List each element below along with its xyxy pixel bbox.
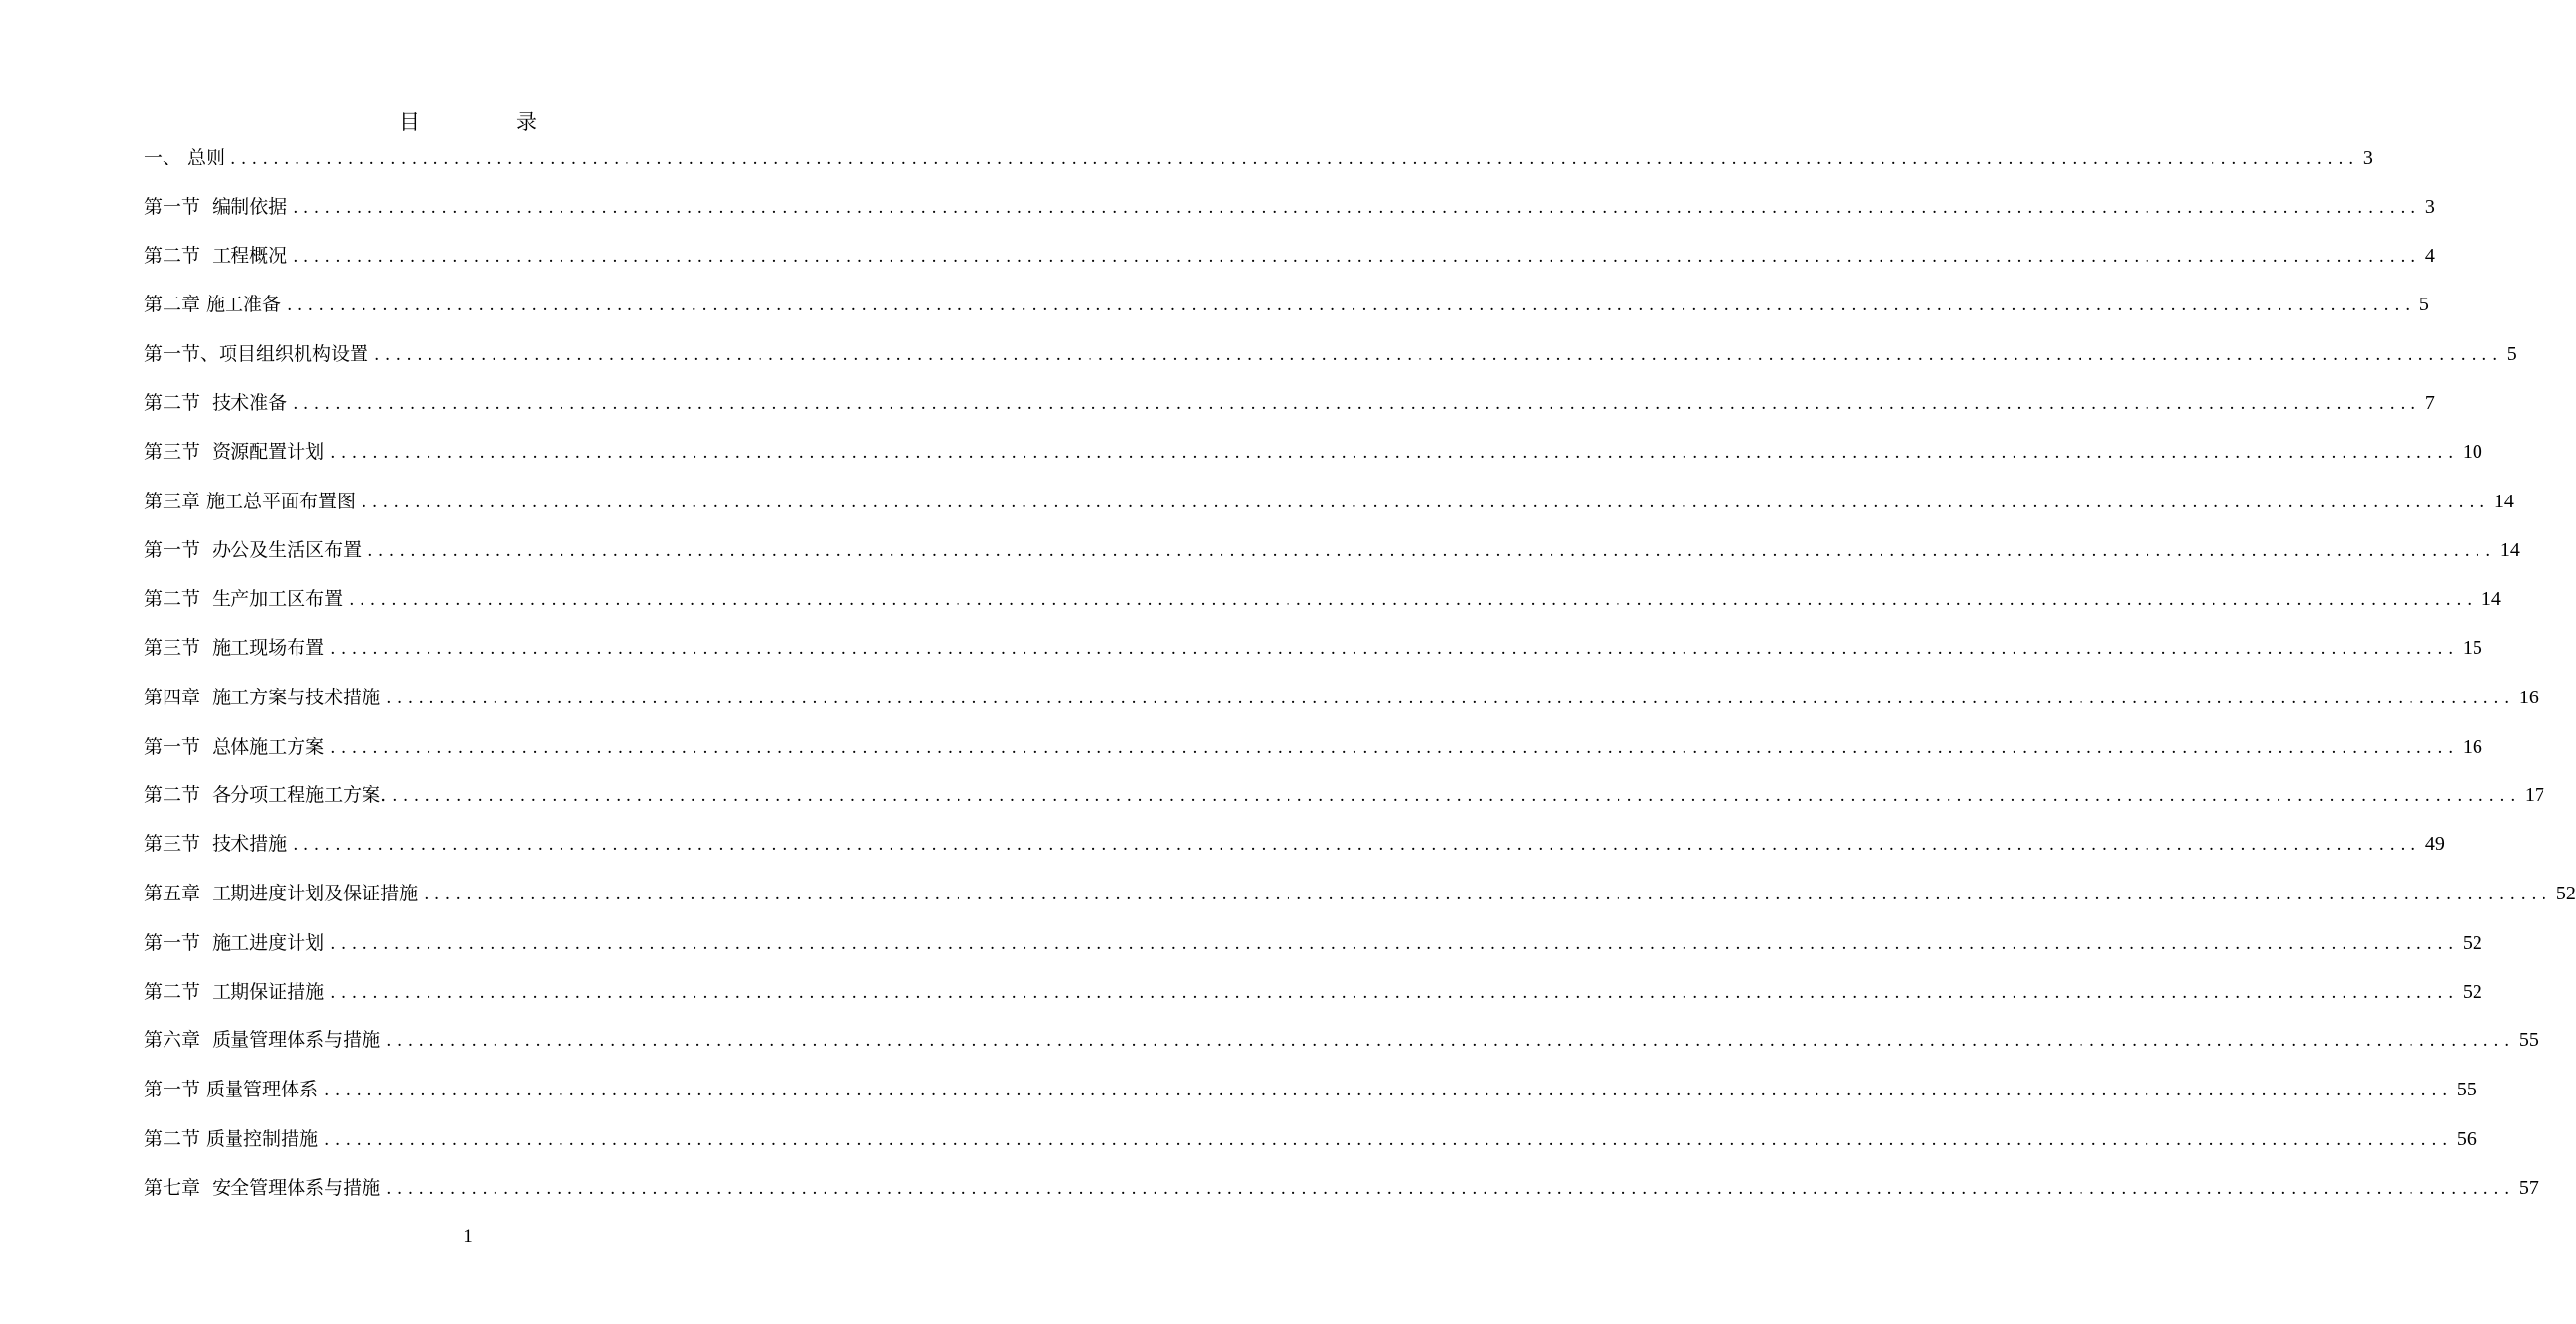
- toc-entry-page: 49: [2424, 833, 2445, 856]
- toc-entry[interactable]: [144, 1119, 2477, 1168]
- toc-entry[interactable]: [144, 187, 2435, 236]
- toc-entry-page: 3: [2424, 195, 2435, 218]
- toc-entry[interactable]: [144, 1021, 2539, 1070]
- toc-dot-leader: ........................................................................................................................................................................................................: [293, 835, 2421, 856]
- toc-title-right: 录: [516, 110, 537, 134]
- toc-entry-page: 4: [2424, 244, 2435, 267]
- toc-entry-page: 56: [2456, 1127, 2477, 1150]
- toc-entry[interactable]: [144, 972, 2482, 1022]
- page-number: 1: [463, 1226, 473, 1247]
- toc-entry-page: 14: [2499, 539, 2520, 562]
- toc-dot-leader: ........................................................................................................................................................................................................: [386, 1178, 2515, 1199]
- toc-dot-leader: ........................................................................................................................................................................................................: [293, 197, 2421, 218]
- toc-entry-label: 第二节 质量控制措施: [144, 1127, 319, 1150]
- toc-entry-label: 一、 总则: [144, 147, 226, 168]
- toc-dot-leader: ........................................................................................................................................................................................................: [330, 442, 2459, 463]
- toc-entry-page: 55: [2456, 1079, 2477, 1101]
- toc-entry-page: 17: [2524, 784, 2544, 807]
- toc-entry[interactable]: [144, 678, 2539, 727]
- toc-entry-page: 14: [2480, 588, 2501, 611]
- toc-entry[interactable]: [144, 383, 2435, 432]
- toc-dot-leader: ........................................................................................................................................................................................................: [330, 982, 2459, 1003]
- toc-dot-leader: ........................................................................................................................................................................................................: [324, 1081, 2453, 1101]
- toc-dot-leader: ........................................................................................................................................................................................................: [330, 638, 2459, 659]
- toc-dot-leader: ........................................................................................................................................................................................................: [287, 296, 2415, 316]
- toc-entry-label: 第一节 编制依据: [144, 195, 288, 218]
- toc-entry-page: 3: [2362, 147, 2373, 168]
- toc-entry[interactable]: [144, 825, 2445, 874]
- toc-entry-label: 第二节 生产加工区布置: [144, 588, 344, 611]
- toc-entry[interactable]: [144, 579, 2501, 629]
- toc-dot-leader: ........................................................................................................................................................................................................: [386, 1031, 2515, 1052]
- toc-entry-label: 第三节 施工现场布置: [144, 636, 325, 659]
- toc-entry[interactable]: [144, 775, 2544, 825]
- toc-entry-label: 第三章 施工总平面布置图: [144, 490, 357, 512]
- toc-entry-label: 第三节 资源配置计划: [144, 440, 325, 463]
- toc-entry-page: 5: [2418, 294, 2429, 316]
- toc-entry-page: 10: [2462, 440, 2482, 463]
- toc-entry-page: 52: [2555, 882, 2576, 904]
- toc-dot-leader: ........................................................................................................................................................................................................: [374, 345, 2503, 365]
- toc-entry-page: 52: [2462, 931, 2482, 954]
- toc-entry-label: 第四章 施工方案与技术措施: [144, 686, 381, 708]
- toc-entry-label: 第二节 工期保证措施: [144, 980, 325, 1003]
- toc-entry-label: 第二节 技术准备: [144, 391, 288, 414]
- toc-dot-leader: ........................................................................................................................................................................................................: [330, 933, 2459, 954]
- toc-entry-label: 第一节 总体施工方案: [144, 735, 325, 758]
- toc-dot-leader: ........................................................................................................................................................................................................: [293, 393, 2421, 414]
- toc-dot-leader: ........................................................................................................................................................................................................: [392, 786, 2521, 807]
- toc-entry[interactable]: [144, 138, 2373, 187]
- toc-dot-leader: ........................................................................................................................................................................................................: [362, 492, 2490, 512]
- toc-entry[interactable]: [144, 629, 2482, 678]
- toc-dot-leader: ........................................................................................................................................................................................................: [293, 246, 2421, 267]
- toc-entry-label: 第一节 办公及生活区布置: [144, 539, 363, 562]
- toc-title: [0, 106, 936, 136]
- toc-entry-label: 第二节 工程概况: [144, 244, 288, 267]
- toc-entry-page: 16: [2462, 735, 2482, 758]
- toc-entry[interactable]: [144, 874, 2576, 923]
- table-of-contents: [144, 138, 2576, 1218]
- toc-entry[interactable]: [144, 1070, 2477, 1119]
- toc-entry[interactable]: [144, 236, 2435, 286]
- toc-entry-label: 第五章 工期进度计划及保证措施: [144, 882, 419, 904]
- toc-entry-label: 第二节 各分项工程施工方案.: [144, 784, 387, 807]
- toc-entry-page: 52: [2462, 980, 2482, 1003]
- toc-dot-leader: ........................................................................................................................................................................................................: [349, 590, 2477, 611]
- toc-entry-page: 14: [2493, 490, 2514, 512]
- toc-entry-page: 16: [2518, 686, 2539, 708]
- toc-entry[interactable]: [144, 482, 2514, 531]
- toc-entry[interactable]: [144, 1168, 2539, 1218]
- toc-dot-leader: ........................................................................................................................................................................................................: [367, 541, 2496, 562]
- toc-dot-leader: ........................................................................................................................................................................................................: [231, 149, 2359, 168]
- toc-entry[interactable]: [144, 923, 2482, 972]
- toc-title-left: 目: [399, 110, 420, 134]
- toc-entry-label: 第一节 施工进度计划: [144, 931, 325, 954]
- toc-entry-page: 55: [2518, 1029, 2539, 1052]
- toc-entry[interactable]: [144, 530, 2520, 579]
- toc-entry[interactable]: [144, 432, 2482, 482]
- toc-entry[interactable]: [144, 727, 2482, 776]
- toc-entry-label: 第三节 技术措施: [144, 833, 288, 856]
- toc-dot-leader: ........................................................................................................................................................................................................: [324, 1129, 2453, 1150]
- toc-dot-leader: ........................................................................................................................................................................................................: [386, 688, 2515, 708]
- toc-entry-label: 第一节、项目组织机构设置: [144, 343, 369, 365]
- toc-entry[interactable]: [144, 334, 2517, 383]
- toc-entry-page: 5: [2506, 343, 2517, 365]
- toc-entry-page: 7: [2424, 391, 2435, 414]
- toc-entry[interactable]: [144, 285, 2429, 334]
- toc-entry-label: 第一节 质量管理体系: [144, 1079, 319, 1101]
- toc-dot-leader: ........................................................................................................................................................................................................: [330, 737, 2459, 758]
- toc-entry-label: 第六章 质量管理体系与措施: [144, 1029, 381, 1052]
- toc-dot-leader: ........................................................................................................................................................................................................: [424, 884, 2552, 904]
- toc-entry-page: 57: [2518, 1176, 2539, 1199]
- toc-entry-page: 15: [2462, 636, 2482, 659]
- toc-entry-label: 第七章 安全管理体系与措施: [144, 1176, 381, 1199]
- toc-entry-label: 第二章 施工准备: [144, 294, 282, 316]
